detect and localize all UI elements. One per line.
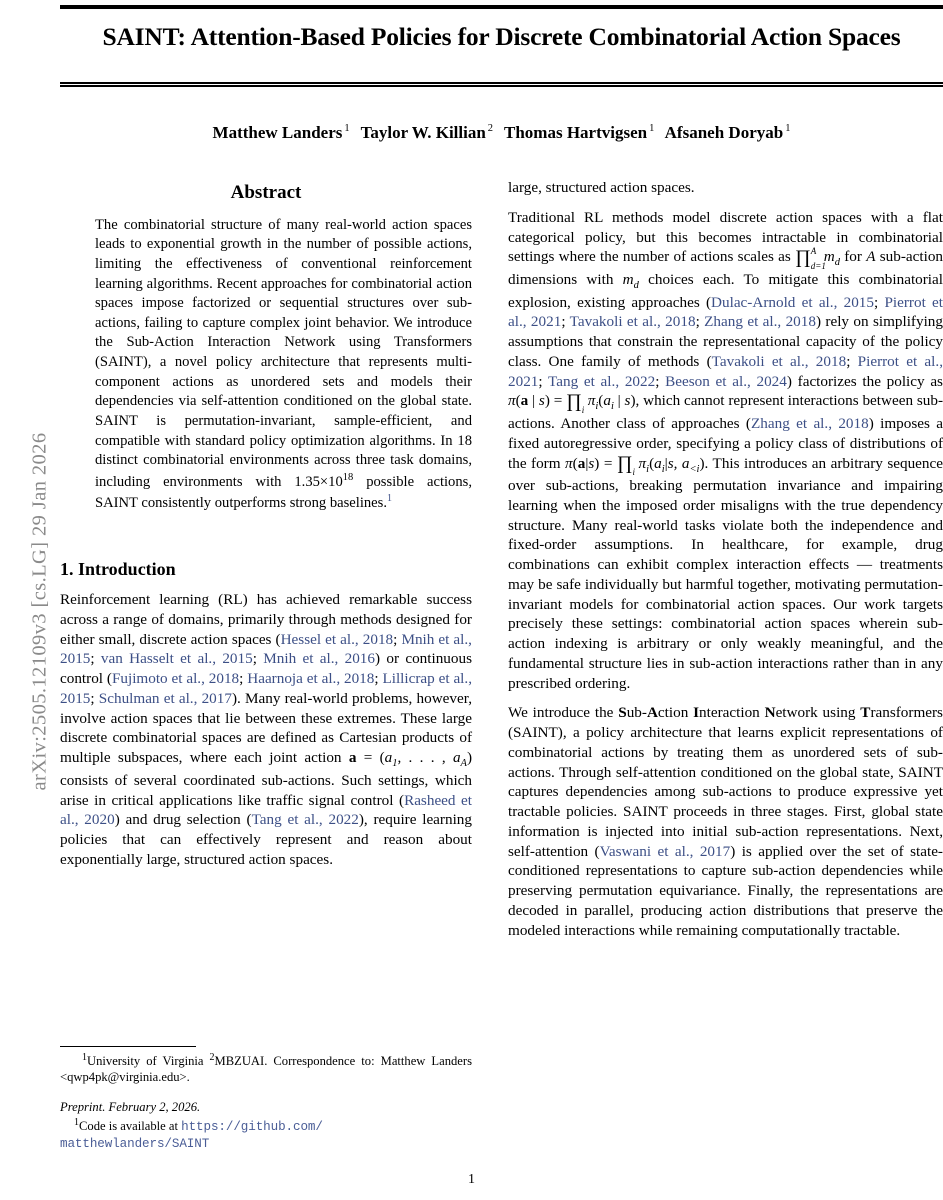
affiliation-marker-2: 2 bbox=[209, 1052, 215, 1063]
body-text: ) rely on simplifying assumptions that constrain the representational capacity of the policy class. One family of methods ( bbox=[508, 313, 943, 370]
math-m2-subscript: d bbox=[633, 279, 639, 291]
author-list bbox=[60, 123, 943, 143]
math-product-operator: ∏ i bbox=[616, 453, 636, 478]
body-text: This introduces an arbitrary sequence over sub-actions, breaking permutation invariance and impairing learning when the imposed order misaligns with the true dependency structure. Many real-world tasks violate both the independence and fixed-order assumptions. In healthcare, for example, drug combinations can exhibit complex interaction effects — treatments may be safe individually but harmful together, motivating permutation-invariant models for combinatorial action spaces. Our work targets precisely these settings: combinatorial action spaces wherein sub-action indexing is arbitrary or only weakly meaningful, and the fundamental structure lies in sub-action interactions rather than in any prescribed ordering. bbox=[508, 454, 943, 692]
author-affiliation-marker: 1 bbox=[785, 123, 791, 135]
column2-paragraph-2 bbox=[508, 703, 943, 940]
column2-paragraph-1 bbox=[508, 208, 943, 694]
acronym-letter-i: I bbox=[693, 704, 700, 722]
math-paren-close: ) bbox=[466, 749, 473, 767]
math-pi: π bbox=[565, 454, 573, 472]
math-bar: | bbox=[585, 454, 589, 472]
footnote-separator-rule bbox=[60, 1046, 196, 1047]
math-product-upper-limit: A bbox=[810, 246, 817, 257]
affiliation-1: University of Virginia bbox=[87, 1054, 210, 1069]
sep: ; bbox=[239, 670, 248, 688]
page-title: SAINT: Attention-Based Policies for Discrete Combinatorial Action Spaces bbox=[102, 22, 901, 51]
citation-link[interactable]: van Hasselt et al., 2015 bbox=[100, 650, 253, 668]
math-a-i: a bbox=[603, 392, 611, 410]
abstract-math-coefficient: 1.35× bbox=[294, 473, 329, 490]
math-a-lt-i-subscript: <i bbox=[689, 463, 700, 475]
math-action-vector: a bbox=[520, 392, 529, 410]
code-repository-link[interactable]: https://github.com/ bbox=[181, 1119, 323, 1134]
abstract-part-2: possible actions, SAINT consistently outperforms strong baselines. bbox=[95, 473, 472, 512]
body-text: ) factorizes the policy as bbox=[786, 372, 943, 390]
math-a-i-subscript: i bbox=[661, 463, 665, 475]
math-bar: | bbox=[664, 454, 668, 472]
math-equals: ) = bbox=[594, 454, 617, 472]
body-text: Traditional RL methods model discrete action spaces with a flat categorical policy, but this becomes intractable in combinatorial settings where the number of actions scales as bbox=[508, 208, 943, 266]
author-name: Taylor W. Killian bbox=[360, 123, 486, 142]
math-m-subscript: d bbox=[834, 257, 840, 269]
acronym-letter-s: S bbox=[618, 704, 627, 722]
math-s: s bbox=[624, 392, 631, 410]
math-pi-i: π bbox=[587, 392, 596, 410]
preprint-notice: Preprint. February 2, 2026. bbox=[60, 1100, 201, 1115]
citation-link[interactable]: Beeson et al., 2024 bbox=[665, 372, 787, 390]
citation-link[interactable]: Fujimoto et al., 2018 bbox=[111, 670, 240, 688]
math-equals: = ( bbox=[356, 749, 385, 767]
abstract-text bbox=[95, 216, 472, 514]
intro-text: consists of several coordinated sub-actions. Such settings, which arise in critical applications like traffic signal control ( bbox=[60, 771, 472, 809]
sep: ; bbox=[655, 372, 666, 390]
sep: ; bbox=[374, 670, 383, 688]
intro-text: ) or continuous control ( bbox=[60, 650, 472, 688]
acronym-letter-a: A bbox=[646, 704, 658, 722]
sep: ; bbox=[252, 650, 264, 668]
citation-link[interactable]: Mnih et al., 2016 bbox=[263, 650, 375, 668]
math-m2: m bbox=[622, 270, 634, 288]
body-text: ransformers (SAINT), a policy architecture that learns explicit representations of combinatorial actions by treating them as unordered sets of sub-actions. Through self-attention conditioned on the global state, SAINT captures dependencies among sub-actions to produce expressive yet tractable policies. SAINT proceeds in three stages. First, global state information is injected into initial sub-action representations. Next, self-attention ( bbox=[508, 704, 943, 860]
right-column bbox=[508, 178, 943, 950]
math-product-index: i bbox=[581, 404, 585, 415]
footnote-affiliations bbox=[60, 1052, 472, 1085]
intro-text: Reinforcement learning (RL) has achieved remarkable success across a range of domains, primarily through methods designed for either small, discrete action spaces ( bbox=[60, 591, 472, 648]
citation-link[interactable]: Pierrot et al., 2021 bbox=[508, 293, 943, 331]
sep: ; bbox=[90, 689, 99, 707]
sep: ; bbox=[538, 372, 549, 390]
math-ellipsis: , . . . , bbox=[397, 749, 453, 767]
acronym-letter-t: T bbox=[860, 704, 871, 722]
body-text: etwork using bbox=[775, 704, 861, 722]
citation-link[interactable]: Zhang et al., 2018 bbox=[704, 313, 816, 331]
citation-link[interactable]: Tang et al., 2022 bbox=[548, 372, 656, 390]
left-column bbox=[60, 178, 472, 880]
math-bar: | bbox=[613, 392, 625, 410]
affiliation-2-and-correspondence: MBZUAI. Correspondence to: Matthew Landers <qwp4pk@virginia.edu>. bbox=[60, 1054, 472, 1085]
citation-link[interactable]: Vaswani et al., 2017 bbox=[599, 842, 731, 860]
footnote-block bbox=[60, 1052, 472, 1152]
section-heading-introduction: 1. Introduction bbox=[60, 558, 176, 579]
abstract-part-1: The combinatorial structure of many real-world action spaces leads to exponential growth in the number of possible actions, limiting the effectiveness of conventional reinforcement learning algorithms. Recent approaches for combinatorial action spaces impose factorized or sequential structures over sub-actions, failing to capture complex joint behavior. We introduce the Sub-Action Interaction Network using Transformers (SAINT), a novel policy architecture that represents multi-component actions as unordered sets and models their dependencies via self-attention conditioned on the global state. SAINT is permutation-invariant, sample-efficient, and compatible with standard policy optimization algorithms. In 18 distinct combinatorial environments across three task domains, including environments with bbox=[95, 216, 472, 490]
math-aA-subscript: A bbox=[460, 758, 467, 770]
math-paren: ), bbox=[630, 392, 640, 410]
abstract-heading: Abstract bbox=[230, 182, 302, 203]
math-paren: ( bbox=[649, 454, 655, 472]
intro-text: ), require learning policies that can effectively represent and reason about exponentially large, structured action spaces. bbox=[60, 811, 472, 868]
citation-link[interactable]: Tang et al., 2022 bbox=[251, 811, 359, 829]
author-name: Afsaneh Doryab bbox=[664, 123, 784, 142]
citation-link[interactable]: Schulman et al., 2017 bbox=[98, 689, 232, 707]
affiliation-marker-1: 1 bbox=[82, 1052, 87, 1063]
citation-link[interactable]: Lillicrap et al., 2015 bbox=[60, 670, 472, 707]
math-bar: | bbox=[528, 392, 539, 410]
author-affiliation-marker: 1 bbox=[649, 123, 655, 135]
citation-link[interactable]: Dulac-Arnold et al., 2015 bbox=[711, 293, 874, 311]
continued-paragraph: large, structured action spaces. bbox=[508, 179, 695, 196]
math-A: A bbox=[866, 248, 876, 266]
math-m: m bbox=[823, 248, 835, 266]
arxiv-identifier-stamp: arXiv:2505.12109v3 [cs.LG] 29 Jan 2026 bbox=[28, 432, 51, 791]
math-pi: π bbox=[508, 392, 516, 410]
header-rule-top bbox=[60, 5, 943, 9]
code-repository-link-continued[interactable]: matthewlanders/SAINT bbox=[60, 1136, 210, 1151]
body-text: ) is applied over the set of state-conditioned representations to capture sub-action dependencies while preserving permutation equivariance. Finally, the representations are decoded in parallel, producing action distributions that preserve the modeled interactions while remaining computationally tractable. bbox=[508, 842, 943, 939]
body-text: ) imposes a fixed autoregressive order, specifying a policy class of distributions of the form bbox=[508, 415, 943, 472]
math-product-lower-limit: d=1 bbox=[810, 260, 826, 271]
body-text: ction bbox=[657, 704, 694, 722]
page-number: 1 bbox=[468, 1172, 475, 1187]
body-text: for bbox=[839, 248, 867, 266]
math-paren: ). bbox=[699, 454, 709, 472]
intro-text: ). Many real-world problems, however, involve action spaces that lie between these extremes. These large discrete combinatorial spaces are defined as Cartesian products of multiple subspaces, where each joint action bbox=[60, 689, 472, 767]
math-a-i: a bbox=[654, 454, 662, 472]
citation-link[interactable]: Haarnoja et al., 2018 bbox=[247, 670, 375, 688]
math-s: s bbox=[588, 454, 595, 472]
math-s: s bbox=[538, 392, 545, 410]
author-affiliation-marker: 2 bbox=[487, 123, 494, 135]
math-paren: ( bbox=[515, 392, 521, 410]
math-pi-i-subscript: i bbox=[646, 463, 650, 475]
citation-link[interactable]: Zhang et al., 2018 bbox=[751, 415, 869, 433]
abstract-math-base: 10 bbox=[328, 473, 343, 490]
math-a1-subscript: 1 bbox=[392, 758, 398, 770]
math-paren: ( bbox=[598, 392, 604, 410]
author-affiliation-marker: 1 bbox=[344, 123, 350, 135]
math-equals: ) = bbox=[544, 392, 567, 410]
sep: ; bbox=[393, 630, 402, 648]
math-a-i-subscript: i bbox=[610, 401, 614, 413]
footnote-code-availability bbox=[60, 1117, 472, 1152]
math-pi-i: π bbox=[638, 454, 647, 472]
math-action-vector: a bbox=[577, 454, 586, 472]
intro-paragraph-1 bbox=[60, 590, 472, 869]
math-product-index: i bbox=[632, 467, 636, 478]
math-aA: a bbox=[452, 749, 461, 767]
header-rule-bottom bbox=[60, 82, 943, 87]
math-product-operator: ∏ A d=1 bbox=[795, 246, 826, 271]
citation-link[interactable]: Pierrot et al., 2021 bbox=[508, 352, 943, 390]
citation-link[interactable]: Mnih et al., 2015 bbox=[60, 630, 472, 668]
body-text: nteraction bbox=[699, 704, 765, 722]
sep: ; bbox=[695, 313, 705, 331]
citation-link[interactable]: Rasheed et al., 2020 bbox=[60, 791, 472, 829]
math-product-operator: ∏ i bbox=[566, 391, 585, 415]
math-paren: ( bbox=[572, 454, 578, 472]
sep: ; bbox=[846, 352, 858, 370]
abstract-math-exponent: 18 bbox=[342, 471, 354, 483]
sep: ; bbox=[873, 293, 885, 311]
body-text: We introduce the bbox=[508, 704, 619, 722]
citation-link[interactable]: Tavakoli et al., 2018 bbox=[711, 352, 847, 370]
abstract-footnote-marker[interactable]: 1 bbox=[386, 493, 392, 505]
math-pi-i-subscript: i bbox=[595, 401, 599, 413]
code-footnote-text: Code is available at bbox=[79, 1118, 182, 1133]
math-action-vector: a bbox=[348, 749, 357, 767]
body-text: which cannot represent interactions between sub-actions. Another class of approaches ( bbox=[508, 392, 943, 433]
code-footnote-marker: 1 bbox=[74, 1116, 79, 1128]
sep: ; bbox=[90, 650, 101, 668]
author-name: Thomas Hartvigsen bbox=[504, 123, 648, 142]
citation-link[interactable]: Tavakoli et al., 2018 bbox=[569, 313, 696, 331]
body-text: sub-action dimensions with bbox=[508, 248, 943, 288]
math-s-a: s, a bbox=[667, 454, 690, 472]
citation-link[interactable]: Hessel et al., 2018 bbox=[280, 630, 394, 648]
sep: ; bbox=[561, 313, 570, 331]
body-text: choices each. To mitigate this combinatorial explosion, existing approaches ( bbox=[508, 270, 943, 311]
body-text: ub- bbox=[626, 704, 647, 722]
intro-text: ) and drug selection ( bbox=[114, 811, 252, 829]
author-name: Matthew Landers bbox=[212, 123, 343, 142]
acronym-letter-n: N bbox=[764, 704, 776, 722]
math-a1: a bbox=[384, 749, 393, 767]
